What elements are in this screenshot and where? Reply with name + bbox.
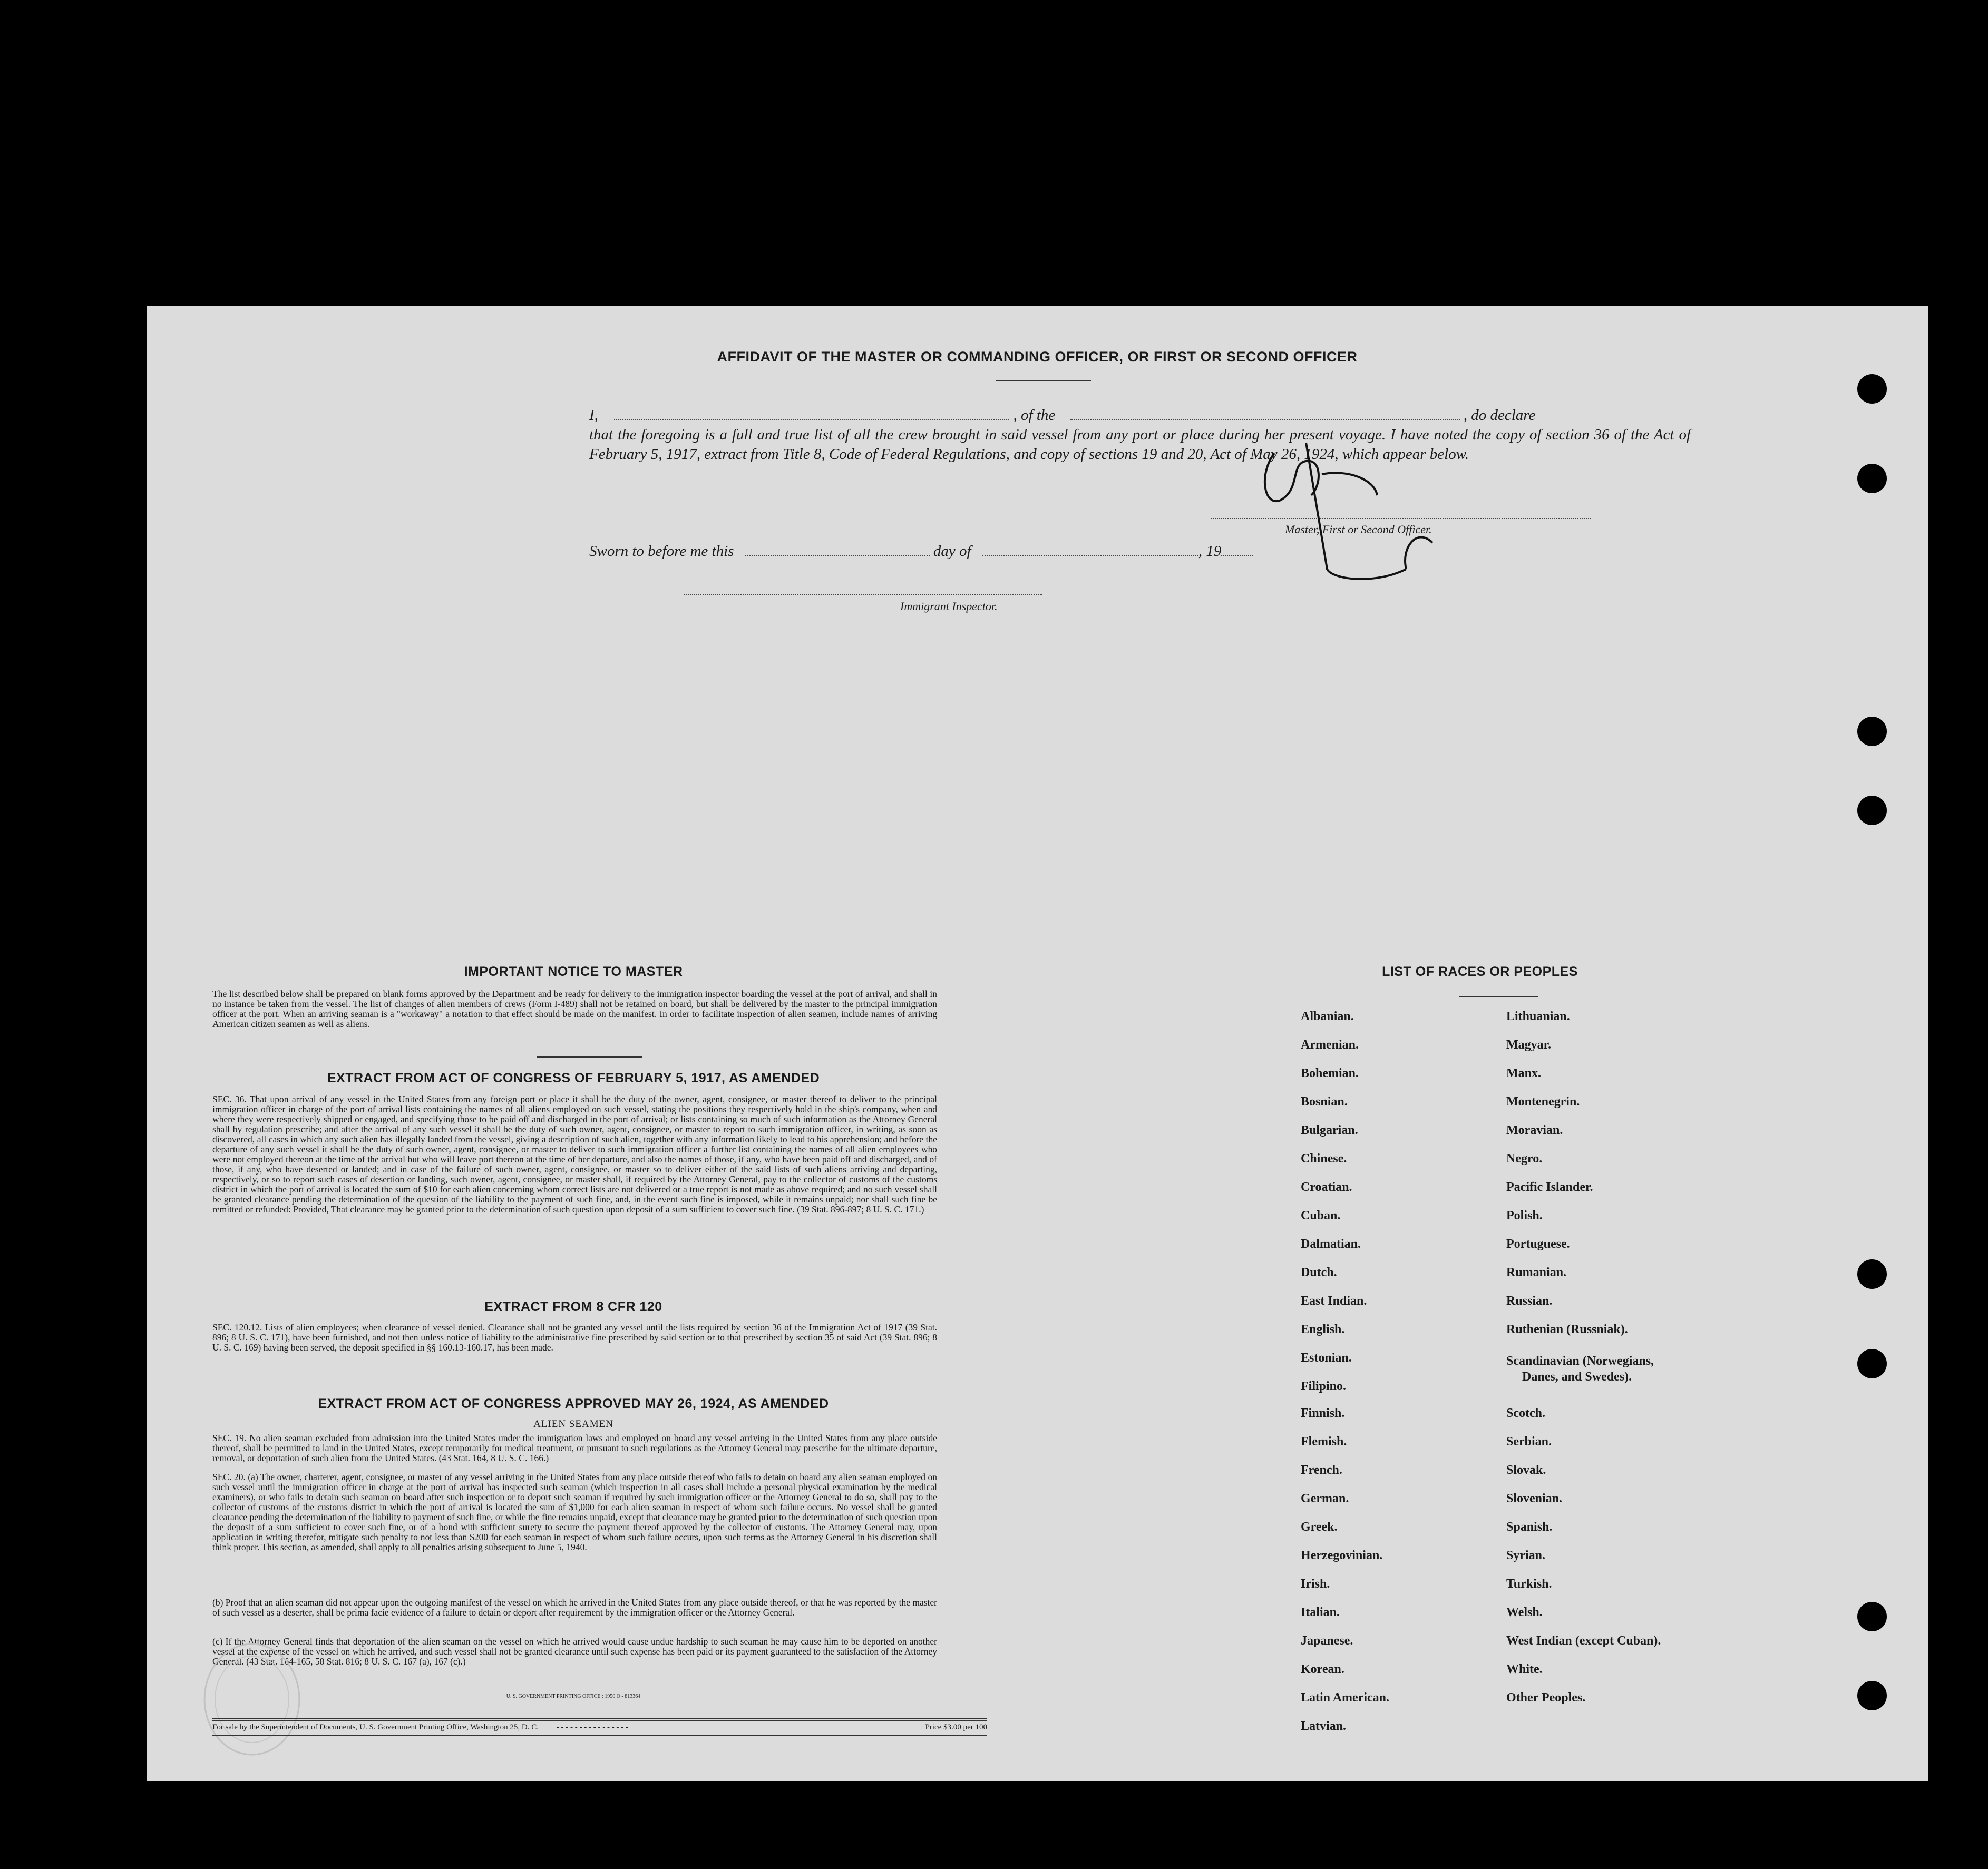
race-item: White. — [1506, 1662, 1543, 1676]
notice-text: The list described below shall be prepared on blank forms approved by the Department and be ready for delivery to the immigration inspector boarding the vessel at the port of arrival, and shall in no instance be taken from the vessel. The list of changes of alien members of crews (Form I-489) shall not be retained on board, but shall be delivered by the master to the principal immigration officer at the port. When an arriving seaman is a "workaway" a notation to that effect should be made on the manifest. In order to facilitate inspection of alien seamen, include names of arriving American citizen seamen as well as aliens. — [212, 989, 937, 1029]
sec19-text: SEC. 19. No alien seaman excluded from admission into the United States under the immigration laws and employed on board any vessel arriving in the United States from any place outside thereof, shall be permitted to land in the United States, except temporarily for medical treatment, or pursuant to such regulations as the Attorney General may prescribe for the ultimate departure, removal, or deportation of such alien from the United States. (43 Stat. 164, 8 U. S. C. 166.) — [212, 1433, 937, 1463]
footer-dashes: - - - - - - - - - - - - - - - - — [556, 1723, 628, 1731]
footer-price: Price $3.00 per 100 — [925, 1723, 987, 1731]
race-item: Cuban. — [1301, 1209, 1341, 1222]
footer-rule-top — [212, 1718, 987, 1719]
extract-1917-text: SEC. 36. That upon arrival of any vessel in the United States from any foreign port or place it shall be the duty of the owner, agent, consignee, or master thereof to deliver to the principal immigration officer in charge of the port of arrival lists containing the names of all aliens employed on such vessel, stating the positions they respectively hold in the ship's company, when and where they were respectively shipped or engaged, and specifying those to be paid off and discharged in the port of arrival; or lists containing so much of such information as the Attorney General shall by regulation prescribe; and after the arrival of any such vessel it shall be the duty of such owner, agent, consignee, or master to report to such immigration officer, in writing, as soon as discovered, all cases in which any such alien has illegally landed from the vessel, giving a description of such alien, together with any information likely to lead to his apprehension; and before the departure of any such vessel it shall be the duty of such owner, agent, consignee, or master to deliver to such immigration officer a further list containing the names of all alien employees who were not employed thereon at the time of the arrival but who will leave port thereon at the time of her departure, and also the names of those, if any, who have been paid off and discharged, and of those, if any, who have deserted or landed; and in case of the failure of such owner, agent, consignee, or master so to deliver either of the said lists of such aliens arriving and departing, respectively, or so to report such cases of desertion or landing, such owner, agent, consignee, or master shall, if required by the Attorney General, pay to the collector of customs of the customs district in which the port of arrival is located the sum of $10 for each alien concerning whom correct lists are not delivered or a true report is not made as above required; and no such vessel shall be granted clearance pending the determination of the question of the liability to the payment of such fine, and, in the event such fine is imposed, while it remains unpaid; nor shall such fine be remitted or refunded: Provided, That clearance may be granted prior to the determination of such question upon deposit of a sum sufficient to cover such fine. (39 Stat. 896-897; 8 U. S. C. 171.) — [212, 1094, 937, 1215]
race-item: Negro. — [1506, 1152, 1543, 1166]
race-item: Armenian. — [1301, 1038, 1359, 1052]
signature-image — [1243, 411, 1475, 601]
punch-hole — [1857, 374, 1887, 404]
notice-rule — [537, 1056, 642, 1058]
race-item: French. — [1301, 1463, 1342, 1477]
race-item: East Indian. — [1301, 1294, 1367, 1308]
declare-suffix: , do declare — [1463, 407, 1536, 424]
race-item: Slovak. — [1506, 1463, 1546, 1477]
race-item: Danes, and Swedes). — [1522, 1370, 1632, 1384]
extract-1924-title: EXTRACT FROM ACT OF CONGRESS APPROVED MAY 26, 1924, AS AMENDED — [318, 1396, 829, 1411]
race-item: Bosnian. — [1301, 1095, 1348, 1109]
footer-rule-bottom — [212, 1735, 987, 1736]
punch-hole — [1857, 1259, 1887, 1289]
race-item: Moravian. — [1506, 1123, 1563, 1137]
declaration-body: that the foregoing is a full and true list of all the crew brought in said vessel from any port or place during her present voyage. I have noted the copy of section 36 of the Act of February 5, 1917, extract from Title 8, Code of Federal Regulations, and copy of sections 19 and 20, Act of May 26, 1924, which appear below. — [589, 426, 1691, 463]
punch-hole — [1857, 1681, 1887, 1710]
punch-hole — [1857, 464, 1887, 493]
inspector-line[interactable] — [684, 594, 1042, 595]
race-item: Lithuanian. — [1506, 1010, 1570, 1023]
race-item: Magyar. — [1506, 1038, 1552, 1052]
race-item: Russian. — [1506, 1294, 1553, 1308]
race-item: Manx. — [1506, 1066, 1541, 1080]
race-item: Portuguese. — [1506, 1237, 1570, 1251]
sworn-month-field[interactable] — [982, 555, 1198, 556]
race-item: Scandinavian (Norwegians, — [1506, 1354, 1654, 1368]
race-item: Flemish. — [1301, 1435, 1347, 1449]
races-rule — [1459, 996, 1538, 997]
race-item: Slovenian. — [1506, 1492, 1563, 1505]
sworn-prefix: Sworn to before me this — [589, 543, 734, 560]
race-item: Italian. — [1301, 1606, 1340, 1619]
affidavit-title: AFFIDAVIT OF THE MASTER OR COMMANDING OFFICER, OR FIRST OR SECOND OFFICER — [717, 349, 1358, 365]
punch-hole — [1857, 796, 1887, 825]
race-item: Other Peoples. — [1506, 1691, 1586, 1705]
sec20c-text: (c) If the Attorney General finds that deportation of the alien seaman on the vessel on which he arrived would cause undue hardship to such seaman he may cause him to be deported on another vessel at the expense of the vessel on which he arrived, and such vessel shall not be granted clearance until such expense has been paid or its payment guaranteed to the satisfaction of the Attorney General. (43 Stat. 164-165, 58 Stat. 816; 8 U. S. C. 167 (a), 167 (c).) — [212, 1636, 937, 1667]
extract-1917-title: EXTRACT FROM ACT OF CONGRESS OF FEBRUARY 5, 1917, AS AMENDED — [327, 1071, 820, 1085]
form-page — [147, 306, 1928, 1781]
sec20b-text: (b) Proof that an alien seaman did not appear upon the outgoing manifest of the vessel on which he arrived in the United States from any place outside thereof, or that he was reported by the master of such vessel as a deserter, shall be prima facie evidence of a failure to detain or deport after requirement by the immigration officer or the Attorney General. — [212, 1597, 937, 1618]
declare-i: I, — [589, 407, 598, 424]
race-item: Pacific Islander. — [1506, 1180, 1593, 1194]
inspector-caption: Immigrant Inspector. — [900, 600, 998, 613]
race-item: Korean. — [1301, 1662, 1344, 1676]
title-rule — [996, 380, 1091, 381]
race-item: Spanish. — [1506, 1520, 1553, 1534]
race-item: Albanian. — [1301, 1010, 1354, 1023]
punch-hole — [1857, 1602, 1887, 1631]
sworn-day-field[interactable] — [745, 555, 930, 556]
footer-rule-top-2 — [212, 1720, 987, 1721]
race-item: Scotch. — [1506, 1406, 1545, 1420]
race-item: Polish. — [1506, 1209, 1543, 1222]
race-item: English. — [1301, 1323, 1345, 1336]
race-item: Irish. — [1301, 1577, 1330, 1591]
race-item: Greek. — [1301, 1520, 1338, 1534]
race-item: Syrian. — [1506, 1549, 1546, 1562]
punch-hole — [1857, 1349, 1887, 1378]
race-item: Welsh. — [1506, 1606, 1543, 1619]
sworn-day-of: day of — [933, 543, 971, 560]
races-title: LIST OF RACES OR PEOPLES — [1382, 964, 1578, 979]
printer-line: U. S. GOVERNMENT PRINTING OFFICE : 1950 O - 813364 — [506, 1694, 641, 1699]
sec20a-text: SEC. 20. (a) The owner, charterer, agent, consignee, or master of any vessel arriving in the United States from any place outside thereof who fails to detain on board any alien seaman employed on such vessel until the immigration officer in charge at the port of arrival has inspected such seaman (which inspection in all cases shall include a personal physical examination by the medical examiners), or who fails to detain such seaman on board after such inspection or to deport such seaman if required by such immigration officer or the Attorney General to do so, shall pay to the collector of customs of the customs district in which the port of arrival is located the sum of $1,000 for each alien seaman in respect of whom such failure occurs. No vessel shall be granted clearance pending the determination of the liability to payment of such fine, or while the fine remains unpaid, except that clearance may be granted prior to the determination of such question upon the deposit of a sum sufficient to cover such fine, or of a bond with sufficient surety to secure the payment thereof approved by the collector of customs. The Attorney General may, upon application in writing therefor, mitigate such penalty to not less than $200 for each seaman in respect of whom such failure occurs, upon such terms as the Attorney General in his discretion shall think proper. This section, as amended, shall apply to all penalties arising subsequent to June 5, 1940. — [212, 1472, 937, 1552]
race-item: Ruthenian (Russniak). — [1506, 1323, 1628, 1336]
race-item: Turkish. — [1506, 1577, 1552, 1591]
extract-cfr-text: SEC. 120.12. Lists of alien employees; when clearance of vessel denied. Clearance shall not be granted any vessel until the lists required by section 36 of the Immigration Act of 1917 (39 Stat. 896; 8 U. S. C. 171), have been furnished, and not then unless notice of liability to the administrative fine prescribed by said section or to that prescribed by section 35 of said Act (39 Stat. 896; 8 U. S. C. 169) having been served, the deposit specified in §§ 160.13-160.17, has been made. — [212, 1322, 937, 1353]
affidavit-declaration — [589, 406, 1691, 464]
race-item: Chinese. — [1301, 1152, 1347, 1166]
extract-1924-subtitle: ALIEN SEAMEN — [533, 1418, 613, 1430]
race-item: Estonian. — [1301, 1351, 1352, 1365]
declare-of-the: , of the — [1013, 407, 1056, 424]
race-item: Bulgarian. — [1301, 1123, 1358, 1137]
extract-cfr-title: EXTRACT FROM 8 CFR 120 — [484, 1299, 662, 1314]
notice-title: IMPORTANT NOTICE TO MASTER — [464, 964, 683, 979]
race-item: Dutch. — [1301, 1266, 1337, 1279]
race-item: Latvian. — [1301, 1719, 1347, 1733]
race-item: Finnish. — [1301, 1406, 1345, 1420]
race-item: West Indian (except Cuban). — [1506, 1634, 1661, 1648]
race-item: Croatian. — [1301, 1180, 1352, 1194]
name-field[interactable] — [614, 419, 1009, 420]
race-item: Dalmatian. — [1301, 1237, 1361, 1251]
punch-hole — [1857, 717, 1887, 746]
race-item: Filipino. — [1301, 1379, 1347, 1393]
footer — [212, 1723, 987, 1732]
signature-caption: Master, First or Second Officer. — [1285, 523, 1432, 536]
race-item: Serbian. — [1506, 1435, 1552, 1449]
sworn-year: , 19 — [1198, 543, 1222, 560]
sworn-year-field[interactable] — [1221, 555, 1253, 556]
sworn-line — [589, 543, 1253, 560]
race-item: German. — [1301, 1492, 1349, 1505]
faint-seal — [199, 1639, 305, 1760]
footer-sale: For sale by the Superintendent of Documents, U. S. Government Printing Office, Washington 25, D. C. — [212, 1723, 539, 1731]
race-item: Herzegovinian. — [1301, 1549, 1383, 1562]
declaration-line-1 — [589, 406, 1691, 425]
race-item: Bohemian. — [1301, 1066, 1359, 1080]
race-item: Montenegrin. — [1506, 1095, 1580, 1109]
race-item: Latin American. — [1301, 1691, 1389, 1705]
race-item: Japanese. — [1301, 1634, 1353, 1648]
race-item: Rumanian. — [1506, 1266, 1567, 1279]
